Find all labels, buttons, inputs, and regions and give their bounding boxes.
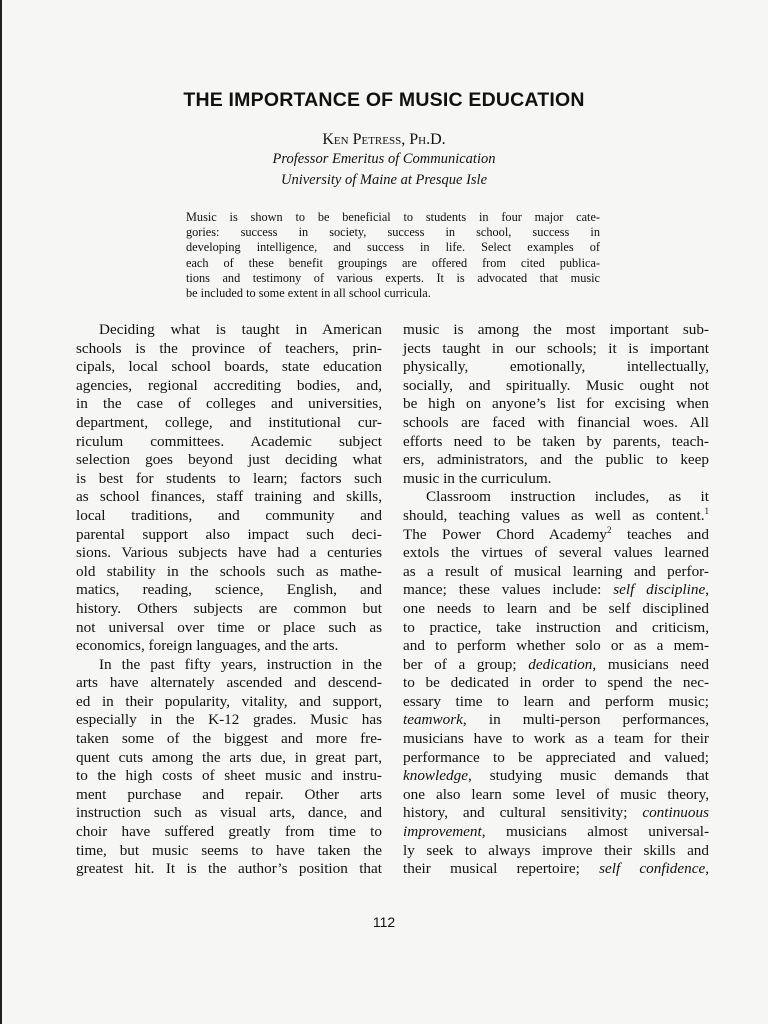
article-title: THE IMPORTANCE OF MUSIC EDUCATION: [183, 89, 585, 111]
text-line: physically, emotionally, intellectually,: [403, 358, 709, 376]
text-line: to be dedicated in order to spend the nec-: [403, 674, 709, 692]
text-line: music is among the most important sub-: [403, 321, 709, 338]
abstract: [186, 210, 600, 301]
text-line: in the case of colleges and universities,: [76, 395, 382, 413]
text-line: sions. Various subjects have had a centuries: [76, 544, 382, 562]
abstract-line: developing intelligence, and success in life. Select examples of: [186, 240, 600, 255]
text-line: Classroom instruction includes, as it: [426, 488, 709, 506]
italic-term: self confidence: [599, 860, 706, 878]
italic-term: teamwork: [403, 711, 463, 729]
italic-term: self discipline: [613, 581, 706, 599]
abstract-line: gories: success in society, success in school, success in: [186, 225, 600, 240]
text-line: not universal over time or place such as: [76, 618, 382, 636]
italic-term: improvement: [403, 823, 482, 841]
text-line: one also learn some level of music theory,: [403, 785, 709, 803]
abstract-line: tions and testimony of various experts. It is advocated that music: [186, 270, 600, 285]
text-line: [403, 526, 709, 545]
text-line: selection goes beyond just deciding what: [76, 451, 382, 469]
text-line: to the high costs of sheet music and instru-: [76, 767, 382, 785]
text-line: ment purchase and repair. Other arts: [76, 785, 382, 803]
text-line: cipals, local school boards, state education: [76, 358, 382, 376]
line-text: ,: [705, 860, 709, 878]
line-text: , in multi-person performances,: [462, 711, 709, 729]
text-line: schools are faced with financial woes. All: [403, 413, 709, 431]
text-line: ly seek to always improve their skills and: [403, 841, 709, 859]
text-line: and to perform whether solo or as a mem-: [403, 637, 709, 655]
text-line: local traditions, and community and: [76, 506, 382, 524]
line-text: teaches and: [611, 525, 709, 543]
text-line: time, but music seems to have taken the: [76, 841, 382, 859]
author-name: Ken Petress, Ph.D.: [322, 131, 446, 148]
text-line: efforts need to be taken by parents, teach-: [403, 432, 709, 450]
text-line: matics, reading, science, English, and: [76, 581, 382, 599]
line-text: ,: [705, 581, 709, 599]
line-text: history, and cultural sensitivity;: [403, 804, 643, 822]
text-line: as a result of musical learning and perfor-: [403, 562, 709, 580]
text-line: to practice, take instruction and criticism,: [403, 618, 709, 636]
text-line: arts have alternately ascended and descend-: [76, 674, 382, 692]
text-line: essary time to learn and perform music;: [403, 692, 709, 710]
text-line: [403, 767, 709, 786]
text-line: choir have suffered greatly from time to: [76, 823, 382, 841]
author-university: University of Maine at Presque Isle: [280, 172, 488, 188]
line-text: , studying music demands that: [467, 767, 709, 785]
text-line: riculum committees. Academic subject: [76, 432, 382, 450]
text-line: agencies, regional accrediting bodies, and,: [76, 376, 382, 394]
text-line: one needs to learn and be self disciplined: [403, 599, 709, 617]
text-line: [403, 581, 709, 600]
text-line: Deciding what is taught in American: [99, 321, 382, 338]
text-line: jects taught in our schools; it is important: [403, 339, 709, 357]
body-column-right: [403, 321, 709, 879]
text-line: is best for students to learn; factors such: [76, 469, 382, 487]
line-text: mance; these values include:: [403, 581, 614, 599]
text-line: quent cuts among the arts due, in great part,: [76, 748, 382, 766]
text-line: In the past fifty years, instruction in the: [99, 655, 382, 673]
text-line: [403, 711, 709, 730]
text-line: history. Others subjects are common but: [76, 599, 382, 617]
text-line: performance to be appreciated and valued;: [403, 748, 709, 766]
text-line: ed in their popularity, vitality, and support,: [76, 692, 382, 710]
line-text: The Power Chord Academy: [403, 525, 608, 543]
text-line: musicians have to work as a team for their: [403, 730, 709, 748]
line-text: should, teaching values as well as content.: [403, 506, 705, 524]
author-position: Professor Emeritus of Communication: [272, 151, 496, 167]
abstract-line: Music is shown to be beneficial to students in four major cate-: [186, 210, 600, 224]
italic-term: knowledge: [403, 767, 468, 785]
body-column-left: [76, 321, 382, 879]
text-line: old stability in the schools such as mathe-: [76, 562, 382, 580]
text-line: schools is the province of teachers, prin-: [76, 339, 382, 357]
text-line: extols the virtues of several values learned: [403, 544, 709, 562]
text-line: parental support also impact such deci-: [76, 525, 382, 543]
text-line: [403, 860, 709, 879]
text-line: socially, and spiritually. Music ought not: [403, 376, 709, 394]
page-number: 112: [372, 914, 396, 930]
text-line: [403, 804, 709, 823]
italic-term: dedication: [528, 655, 593, 673]
footnote-ref: 2: [607, 524, 612, 535]
text-line: [403, 823, 709, 842]
line-text: their musical repertoire;: [403, 860, 600, 878]
text-line: be high on anyone’s list for excising when: [403, 395, 709, 413]
text-line: ers, administrators, and the public to keep: [403, 451, 709, 469]
text-line: greatest hit. It is the author’s position that: [76, 860, 382, 878]
line-text: ber of a group;: [403, 655, 529, 673]
text-line: [403, 656, 709, 675]
footnote-ref: 1: [704, 505, 709, 516]
text-line: as school finances, staff training and skills,: [76, 488, 382, 506]
italic-term: continuous: [642, 804, 709, 822]
text-line: music in the curriculum.: [403, 469, 552, 487]
text-line: taken some of the biggest and more fre-: [76, 730, 382, 748]
line-text: , musicians almost universal-: [481, 823, 709, 841]
text-line: [403, 507, 709, 526]
abstract-line: each of these benefit groupings are offered from cited publica-: [186, 255, 600, 270]
text-line: department, college, and institutional cur-: [76, 413, 382, 431]
text-line: especially in the K-12 grades. Music has: [76, 711, 382, 729]
abstract-line: be included to some extent in all school curricula.: [186, 286, 431, 301]
line-text: , musicians need: [592, 655, 709, 673]
text-line: instruction such as visual arts, dance, and: [76, 804, 382, 822]
text-line: economics, foreign languages, and the arts.: [76, 637, 339, 655]
